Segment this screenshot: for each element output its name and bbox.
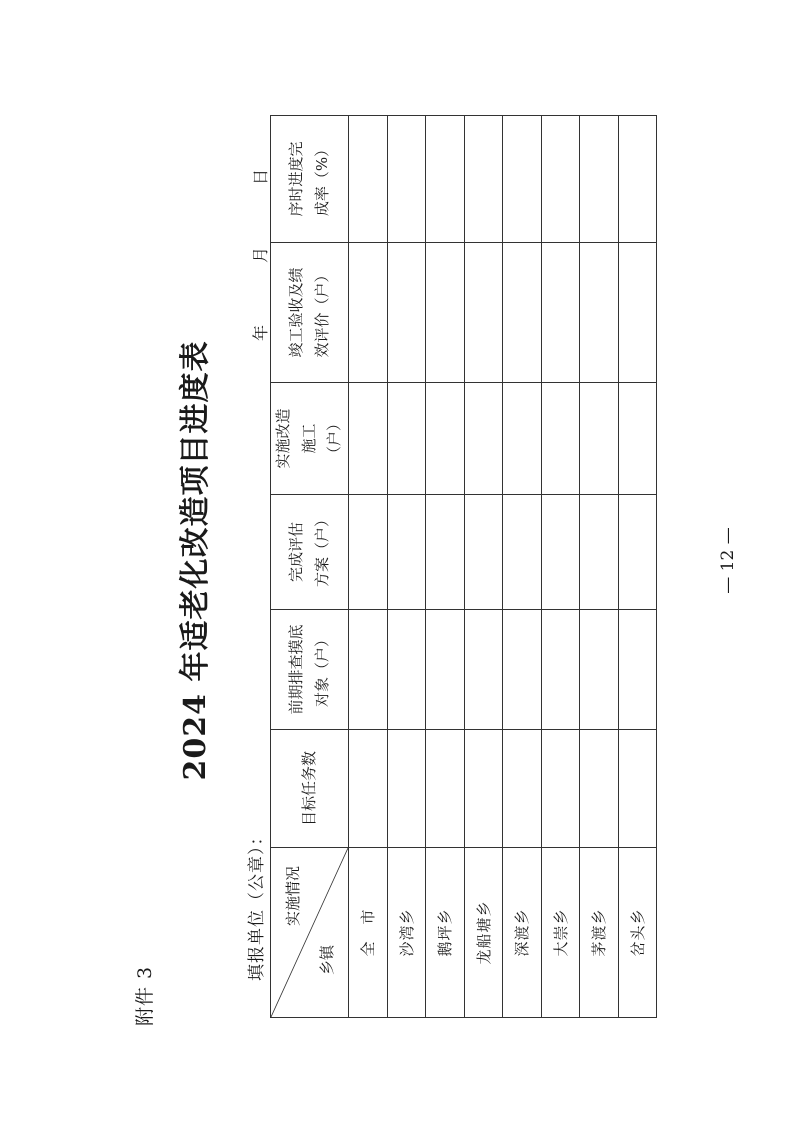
table-cell[interactable]	[426, 730, 465, 848]
table-row	[387, 116, 426, 1018]
table-cell[interactable]	[541, 383, 580, 495]
table-cell[interactable]	[464, 243, 503, 383]
progress-table	[270, 115, 657, 1018]
date-year: 年	[251, 324, 270, 341]
table-cell[interactable]	[618, 116, 657, 243]
table-cell[interactable]	[349, 383, 388, 495]
table-cell[interactable]	[580, 730, 619, 848]
table-cell[interactable]	[580, 243, 619, 383]
table-cell[interactable]	[618, 243, 657, 383]
table-cell[interactable]	[618, 383, 657, 495]
table-cell[interactable]	[503, 495, 542, 610]
table-row	[349, 116, 388, 1018]
table-cell[interactable]	[580, 383, 619, 495]
table-cell[interactable]	[426, 383, 465, 495]
date-month: 月	[251, 246, 270, 263]
table-cell[interactable]	[541, 730, 580, 848]
table-cell[interactable]	[541, 116, 580, 243]
table-cell[interactable]	[349, 730, 388, 848]
date-line	[248, 107, 271, 341]
table-cell[interactable]	[503, 610, 542, 730]
row-label: 龙船塘乡	[464, 848, 503, 1018]
table-cell[interactable]	[503, 730, 542, 848]
table-row	[580, 116, 619, 1018]
table-header-row	[271, 116, 349, 1018]
fill-unit-label: 填报单位（公章）：	[247, 827, 267, 981]
table-cell[interactable]	[541, 495, 580, 610]
table-cell[interactable]	[349, 116, 388, 243]
row-label: 沙湾乡	[387, 848, 426, 1018]
row-label: 鹅坪乡	[426, 848, 465, 1018]
diag-header-top: 实施情况	[284, 866, 302, 927]
table-cell[interactable]	[387, 495, 426, 610]
table-cell[interactable]	[618, 610, 657, 730]
table-cell[interactable]	[580, 116, 619, 243]
table-cell[interactable]	[349, 495, 388, 610]
table-cell[interactable]	[387, 730, 426, 848]
table-cell[interactable]	[426, 610, 465, 730]
column-header: 完成评估方案（户）	[271, 495, 349, 610]
table-row	[503, 116, 542, 1018]
table-cell[interactable]	[464, 116, 503, 243]
column-header: 序时进度完成率（%）	[271, 116, 349, 243]
column-header: 实施改造施工（户）	[271, 383, 349, 495]
table-cell[interactable]	[426, 116, 465, 243]
table-cell[interactable]	[387, 610, 426, 730]
column-header: 竣工验收及绩效评价（户）	[271, 243, 349, 383]
table-cell[interactable]	[618, 730, 657, 848]
table-cell[interactable]	[426, 243, 465, 383]
row-label: 岔头乡	[618, 848, 657, 1018]
page-number: — 12 —	[718, 527, 738, 594]
column-header: 目标任务数	[271, 730, 349, 848]
table-cell[interactable]	[503, 243, 542, 383]
table-cell[interactable]	[349, 243, 388, 383]
table-cell[interactable]	[503, 383, 542, 495]
table-cell[interactable]	[387, 383, 426, 495]
table-row	[618, 116, 657, 1018]
table-cell[interactable]	[580, 495, 619, 610]
table-cell[interactable]	[464, 383, 503, 495]
column-header: 前期排查摸底对象（户）	[271, 610, 349, 730]
attachment-label: 附件 3	[134, 965, 156, 1026]
table-cell[interactable]	[618, 495, 657, 610]
table-cell[interactable]	[349, 610, 388, 730]
table-cell[interactable]	[464, 495, 503, 610]
document-title: 2024 年适老化改造项目进度表	[178, 340, 213, 781]
table-cell[interactable]	[387, 243, 426, 383]
table-row	[464, 116, 503, 1018]
row-label: 全 市	[349, 848, 388, 1018]
table-row	[541, 116, 580, 1018]
table-cell[interactable]	[541, 243, 580, 383]
table-cell[interactable]	[541, 610, 580, 730]
table-cell[interactable]	[387, 116, 426, 243]
row-label: 茅渡乡	[580, 848, 619, 1018]
row-label: 大崇乡	[541, 848, 580, 1018]
row-label: 深渡乡	[503, 848, 542, 1018]
table-cell[interactable]	[464, 610, 503, 730]
diagonal-header-cell	[271, 848, 349, 1018]
diag-header-bottom: 乡镇	[317, 944, 336, 975]
table-cell[interactable]	[580, 610, 619, 730]
table-cell[interactable]	[464, 730, 503, 848]
table-cell[interactable]	[426, 495, 465, 610]
table-cell[interactable]	[503, 116, 542, 243]
table-row	[426, 116, 465, 1018]
date-day: 日	[251, 168, 270, 185]
